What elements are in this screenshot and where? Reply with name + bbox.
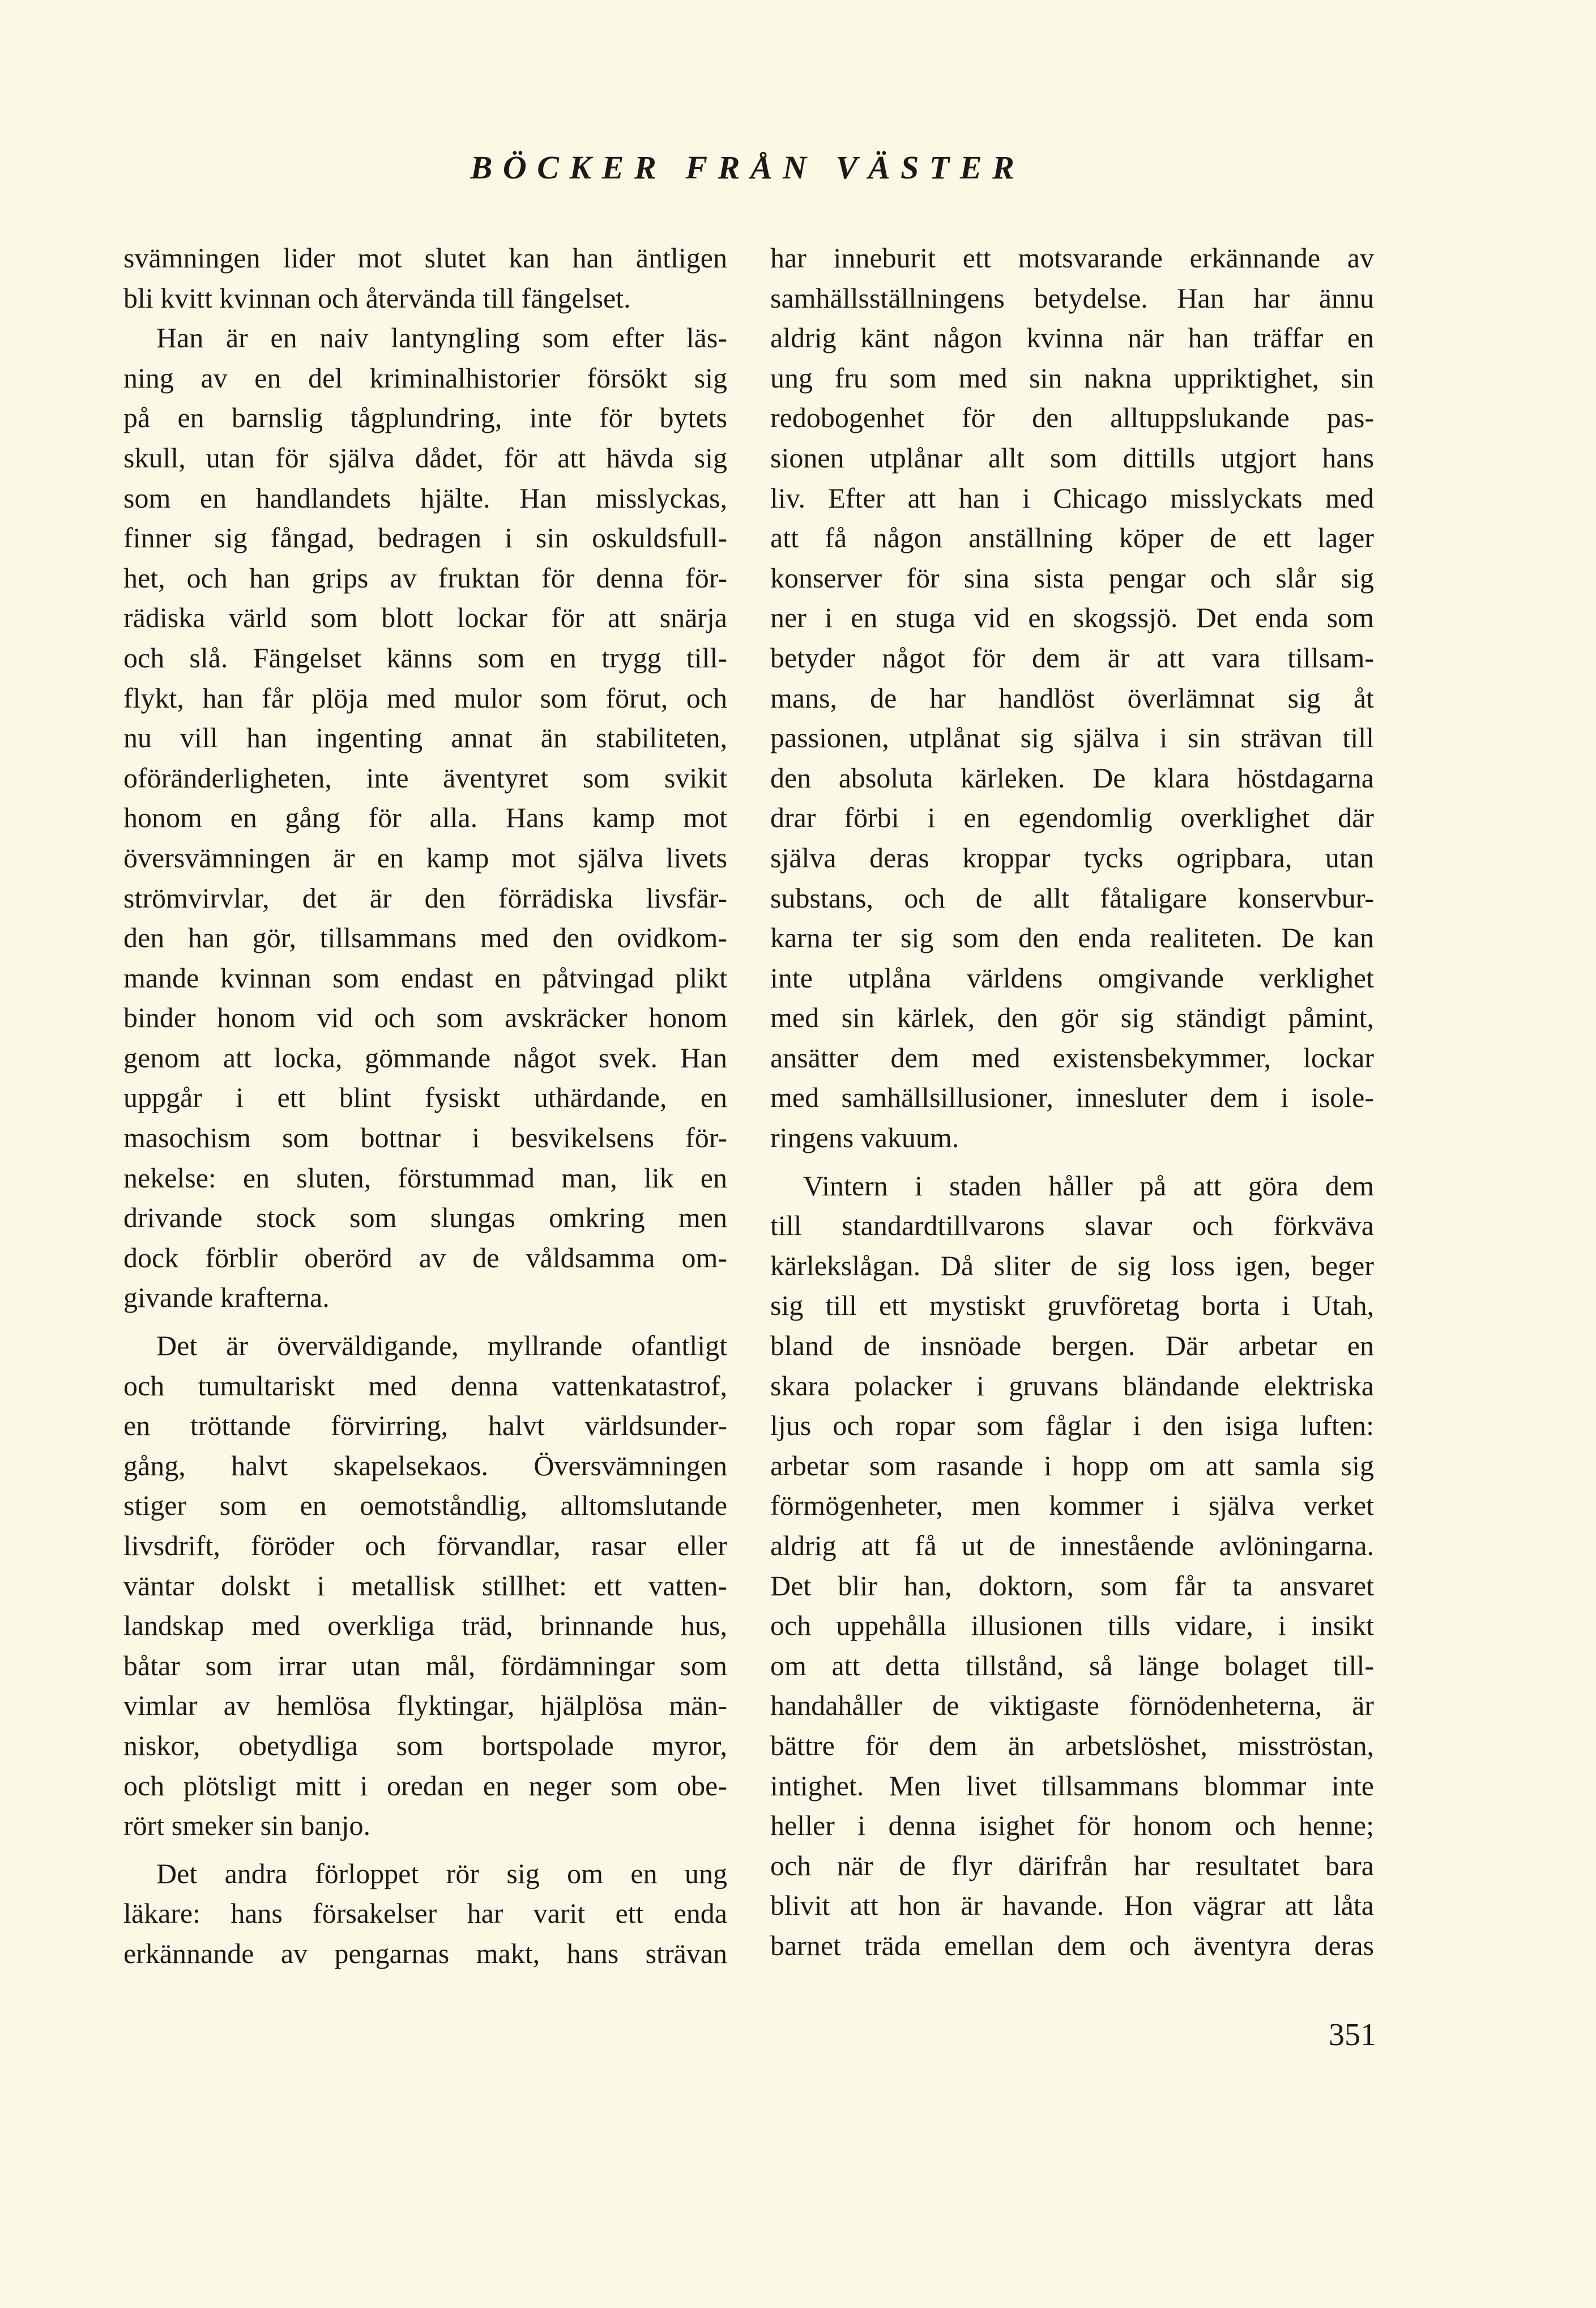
text-line: strömvirvlar, det är den förrädiska livsfär- (123, 882, 727, 914)
text-line: intighet. Men livet tillsammans blommar inte (770, 1769, 1374, 1802)
text-line: stiger som en oemotståndlig, alltomslutande (123, 1489, 727, 1522)
text-line: och plötsligt mitt i oredan en neger som obe- (123, 1769, 727, 1802)
text-line: som en handlandets hjälte. Han misslyckas, (123, 482, 727, 514)
text-line: nu vill han ingenting annat än stabiliteten, (123, 722, 727, 754)
text-line: finner sig fångad, bedragen i sin oskuldsfull- (123, 522, 727, 554)
text-line: aldrig att få ut de innestående avlöningarna. (770, 1530, 1374, 1561)
text-line: läkare: hans försakelser har varit ett enda (123, 1897, 727, 1930)
text-line: svämningen lider mot slutet kan han äntligen (123, 242, 727, 274)
text-line: heller i denna isighet för honom och henne; (770, 1809, 1374, 1842)
text-line: vimlar av hemlösa flyktingar, hjälplösa män- (123, 1689, 727, 1722)
text-line: en tröttande förvirring, halvt världsunder- (123, 1410, 727, 1442)
text-line: själva deras kroppar tycks ogripbara, utan (770, 841, 1374, 874)
text-line: masochism som bottnar i besvikelsens för- (123, 1122, 727, 1154)
text-line: sig till ett mystiskt gruvföretag borta i Utah, (770, 1289, 1374, 1322)
paragraph (123, 238, 727, 318)
paragraph (770, 1166, 1374, 1966)
text-line: mande kvinnan som endast en påtvingad plikt (123, 961, 727, 994)
text-line: Han är en naiv lantyngling som efter läs- (156, 322, 727, 354)
text-line: Vintern i staden håller på att göra dem (803, 1169, 1374, 1202)
text-line: ljus och ropar som fåglar i den isiga luften: (770, 1410, 1374, 1442)
text-line: karna ter sig som den enda realiteten. De kan (770, 922, 1374, 954)
text-line: om att detta tillstånd, så länge bolaget till- (770, 1649, 1374, 1681)
text-line: Det andra förloppet rör sig om en ung (156, 1857, 727, 1889)
text-line: substans, och de allt fåtaligare konservbur- (770, 882, 1374, 914)
text-line: bland de insnöade bergen. Där arbetar en (770, 1330, 1374, 1362)
text-line: niskor, obetydliga som bortspolade myror, (123, 1729, 727, 1761)
text-line: mans, de har handlöst överlämnat sig åt (770, 682, 1374, 714)
page-number: 351 (1329, 2017, 1376, 2052)
text-line: ner i en stuga vid en skogssjö. Det enda som (770, 602, 1374, 634)
text-line: bli kvitt kvinnan och återvända till fängelset. (123, 282, 631, 314)
text-line: den han gör, tillsammans med den ovidkom- (123, 922, 727, 954)
text-line: och när de flyr därifrån har resultatet bara (770, 1849, 1374, 1881)
text-line: att få någon anställning köper de ett lager (770, 522, 1374, 554)
text-line: nekelse: en sluten, förstummad man, lik en (123, 1161, 727, 1194)
text-line: handahåller de viktigaste förnödenheterna, är (770, 1689, 1374, 1722)
text-line: bättre för dem än arbetslöshet, misströstan, (770, 1729, 1374, 1761)
paragraph (123, 1854, 727, 1974)
text-line: barnet träda emellan dem och äventyra deras (770, 1929, 1374, 1961)
text-line: skara polacker i gruvans bländande elektriska (770, 1369, 1374, 1402)
text-line: på en barnslig tågplundring, inte för bytets (123, 402, 727, 434)
text-line: till standardtillvarons slavar och förkväva (770, 1210, 1374, 1242)
text-line: ansätter dem med existensbekymmer, lockar (770, 1041, 1374, 1074)
text-line: ringens vakuum. (770, 1122, 959, 1154)
text-line: kärlekslågan. Då sliter de sig loss igen, beger (770, 1249, 1374, 1281)
running-header: BÖCKER FRÅN VÄSTER (470, 149, 1025, 186)
text-line: passionen, utplånat sig själva i sin strävan till (770, 722, 1374, 754)
text-line: skull, utan för själva dådet, för att hävda sig (123, 441, 727, 474)
text-line: het, och han grips av fruktan för denna för- (123, 561, 727, 594)
right-text-column (770, 238, 1374, 1966)
text-line: redobogenhet för den alltuppslukande pas- (770, 402, 1374, 434)
text-line: arbetar som rasande i hopp om att samla sig (770, 1449, 1374, 1481)
text-line: förmögenheter, men kommer i själva verket (770, 1489, 1374, 1522)
text-line: landskap med overkliga träd, brinnande hus, (123, 1609, 727, 1642)
text-line: liv. Efter att han i Chicago misslyckats med (770, 482, 1374, 514)
text-line: har inneburit ett motsvarande erkännande av (770, 242, 1374, 274)
text-line: båtar som irrar utan mål, fördämningar som (123, 1649, 727, 1681)
text-line: genom att locka, gömmande något svek. Han (123, 1041, 727, 1074)
text-line: väntar dolskt i metallisk stillhet: ett vatten- (123, 1569, 727, 1602)
text-line: ning av en del kriminalhistorier försökt sig (123, 361, 727, 394)
text-line: rädiska värld som blott lockar för att snärja (123, 602, 727, 634)
text-line: givande krafterna. (123, 1281, 330, 1314)
text-line: erkännande av pengarnas makt, hans strävan (123, 1937, 727, 1969)
text-line: inte utplåna världens omgivande verklighet (770, 961, 1374, 994)
text-line: och slå. Fängelset känns som en trygg till- (123, 641, 727, 674)
text-line: oföränderligheten, inte äventyret som svikit (123, 761, 727, 794)
text-line: betyder något för dem är att vara tillsam- (770, 641, 1374, 674)
text-line: rört smeker sin banjo. (123, 1809, 371, 1842)
text-line: och uppehålla illusionen tills vidare, i insikt (770, 1609, 1374, 1642)
text-line: livsdrift, föröder och förvandlar, rasar eller (123, 1530, 727, 1561)
text-line: konserver för sina sista pengar och slår sig (770, 561, 1374, 594)
text-line: aldrig känt någon kvinna när han träffar en (770, 322, 1374, 354)
text-line: honom en gång för alla. Hans kamp mot (123, 802, 727, 834)
text-line: binder honom vid och som avskräcker honom (123, 1002, 727, 1034)
paragraph (123, 1326, 727, 1846)
text-line: med sin kärlek, den gör sig ständigt påmint, (770, 1002, 1374, 1034)
text-line: den absoluta kärleken. De klara höstdagarna (770, 761, 1374, 794)
text-line: och tumultariskt med denna vattenkatastrof, (123, 1369, 727, 1402)
text-line: drivande stock som slungas omkring men (123, 1202, 727, 1234)
left-text-column (123, 238, 727, 1974)
text-line: översvämningen är en kamp mot själva livets (123, 841, 727, 874)
text-line: samhällsställningens betydelse. Han har ännu (770, 282, 1374, 314)
text-line: uppgår i ett blint fysiskt uthärdande, en (123, 1081, 727, 1114)
text-line: ung fru som med sin nakna uppriktighet, sin (770, 361, 1374, 394)
text-line: sionen utplånar allt som dittills utgjort hans (770, 441, 1374, 474)
text-line: Det är överväldigande, myllrande ofantligt (156, 1330, 727, 1362)
text-line: Det blir han, doktorn, som får ta ansvaret (770, 1569, 1374, 1602)
text-line: blivit att hon är havande. Hon vägrar att låta (770, 1889, 1374, 1922)
paragraph (770, 238, 1374, 1158)
text-line: med samhällsillusioner, innesluter dem i isole- (770, 1081, 1374, 1114)
text-line: dock förblir oberörd av de våldsamma om- (123, 1241, 727, 1274)
text-line: flykt, han får plöja med mulor som förut, och (123, 682, 727, 714)
text-line: gång, halvt skapelsekaos. Översvämningen (123, 1449, 727, 1481)
text-line: drar förbi i en egendomlig overklighet där (770, 802, 1374, 834)
paragraph (123, 318, 727, 1318)
